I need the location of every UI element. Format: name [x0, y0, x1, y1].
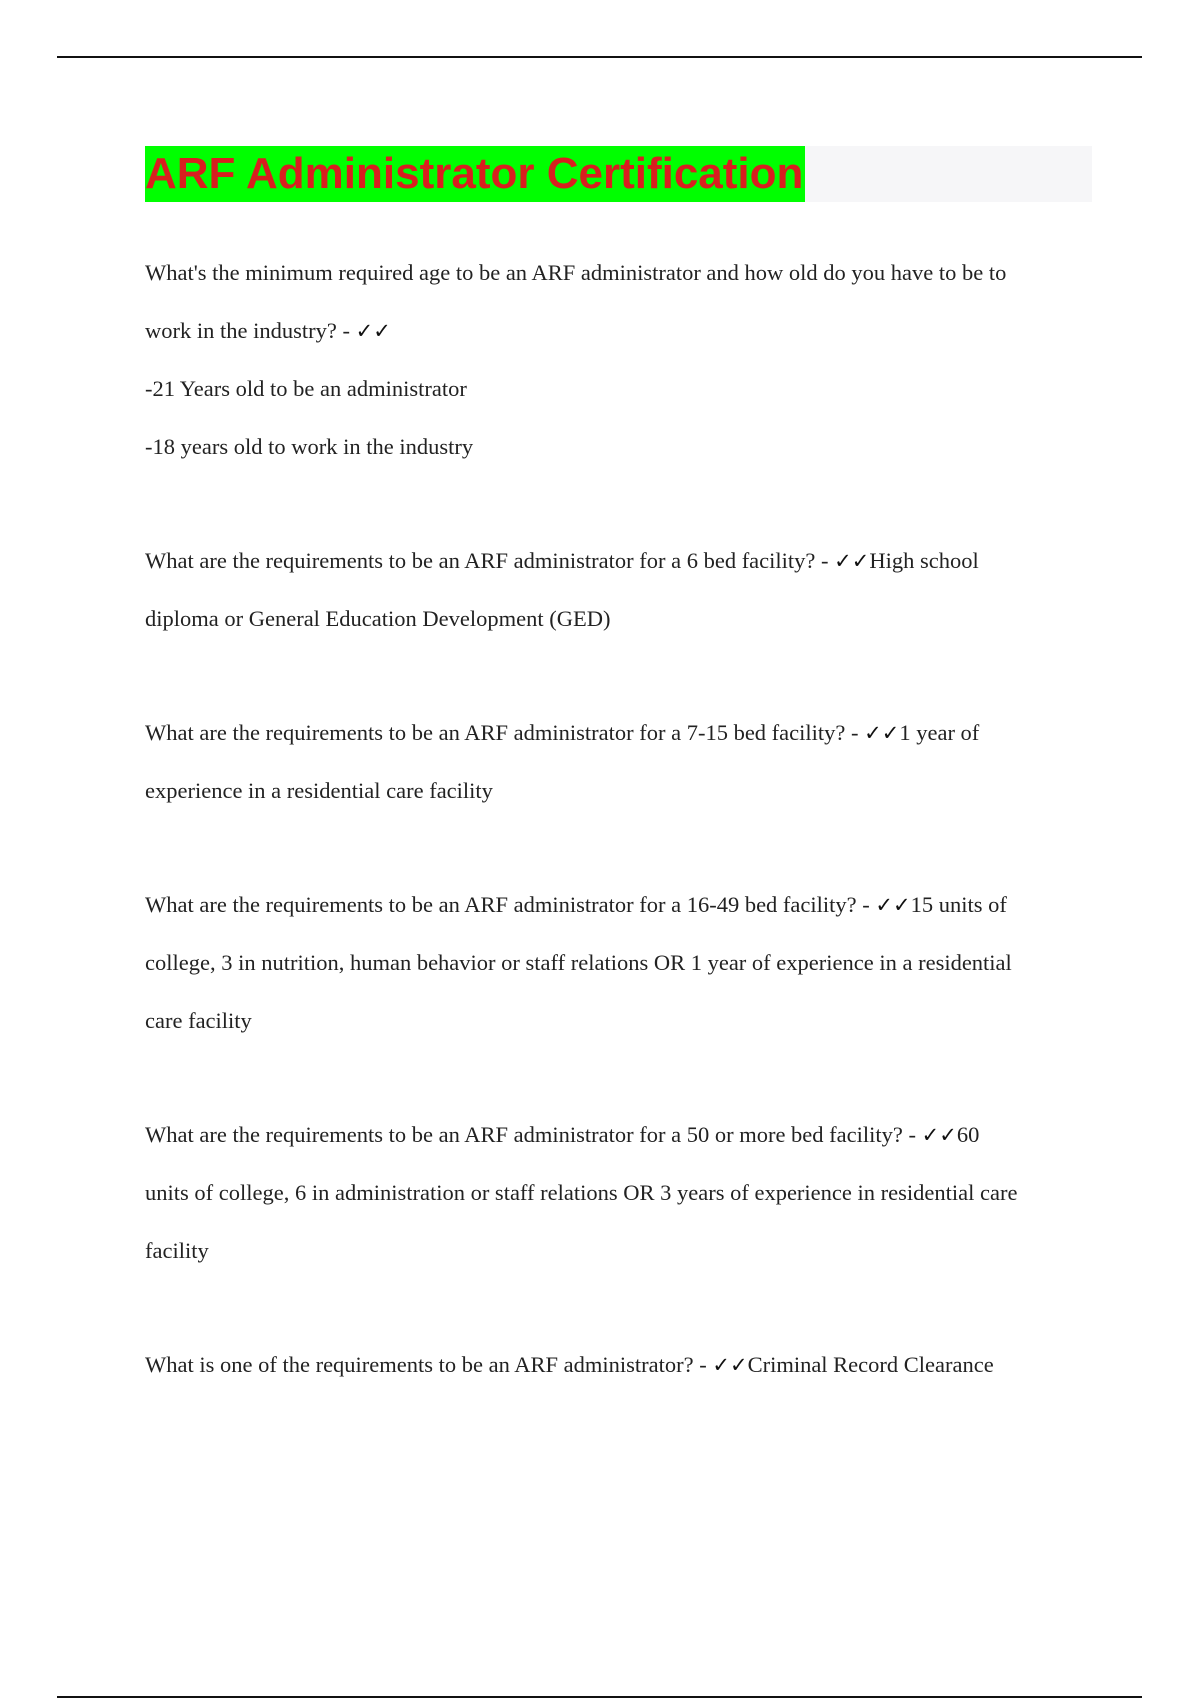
bottom-rule: [57, 1696, 1142, 1698]
answer-text: college, 3 in nutrition, human behavior or staff relations OR 1 year of experience in a residential: [145, 950, 1012, 975]
top-rule: [57, 56, 1142, 58]
answer-text: -21 Years old to be an administrator: [145, 376, 467, 401]
qa-item-2: [145, 532, 1090, 648]
question-text: What are the requirements to be an ARF administrator for a 16-49 bed facility? -: [145, 892, 870, 917]
question-line: [145, 532, 1090, 590]
answer-line: [145, 1164, 1090, 1222]
double-check-icon: ✓✓: [864, 721, 900, 745]
answer-line: [145, 1222, 1090, 1280]
question-line: [145, 704, 1090, 762]
qa-item-1: [145, 244, 1090, 476]
document-title: ARF Administrator Certification: [145, 146, 805, 202]
qa-item-4: [145, 876, 1090, 1050]
answer-text: -18 years old to work in the industry: [145, 434, 474, 459]
answer-text: Criminal Record Clearance: [747, 1352, 994, 1377]
question-line: [145, 1336, 1090, 1394]
qa-item-5: [145, 1106, 1090, 1280]
double-check-icon: ✓✓: [875, 893, 911, 917]
question-line: [145, 302, 1090, 360]
question-line: [145, 244, 1090, 302]
answer-line: [145, 418, 1090, 476]
question-text: What's the minimum required age to be an ARF administrator and how old do you have to be to: [145, 260, 1007, 285]
answer-line: [145, 360, 1090, 418]
answer-line: [145, 992, 1090, 1050]
answer-line: [145, 590, 1090, 648]
answer-text: High school: [869, 548, 979, 573]
double-check-icon: ✓✓: [355, 319, 391, 343]
question-text: What are the requirements to be an ARF administrator for a 50 or more bed facility? -: [145, 1122, 916, 1147]
answer-line: [145, 934, 1090, 992]
answer-text: diploma or General Education Development (GED): [145, 606, 611, 631]
answer-text: 15 units of: [910, 892, 1007, 917]
answer-text: 60: [956, 1122, 980, 1147]
qa-list: [145, 244, 1090, 1450]
answer-text: units of college, 6 in administration or staff relations OR 3 years of experience in residential care: [145, 1180, 1018, 1205]
double-check-icon: ✓✓: [712, 1353, 748, 1377]
qa-item-6: [145, 1336, 1090, 1394]
question-line: [145, 1106, 1090, 1164]
answer-text: 1 year of: [899, 720, 980, 745]
question-text: What is one of the requirements to be an ARF administrator? -: [145, 1352, 707, 1377]
question-text: work in the industry? -: [145, 318, 350, 343]
double-check-icon: ✓✓: [834, 549, 870, 573]
qa-item-3: [145, 704, 1090, 820]
question-line: [145, 876, 1090, 934]
double-check-icon: ✓✓: [921, 1123, 957, 1147]
answer-line: [145, 762, 1090, 820]
answer-text: care facility: [145, 1008, 252, 1033]
answer-text: experience in a residential care facility: [145, 778, 493, 803]
question-text: What are the requirements to be an ARF administrator for a 7-15 bed facility? -: [145, 720, 859, 745]
answer-text: facility: [145, 1238, 209, 1263]
question-text: What are the requirements to be an ARF administrator for a 6 bed facility? -: [145, 548, 829, 573]
